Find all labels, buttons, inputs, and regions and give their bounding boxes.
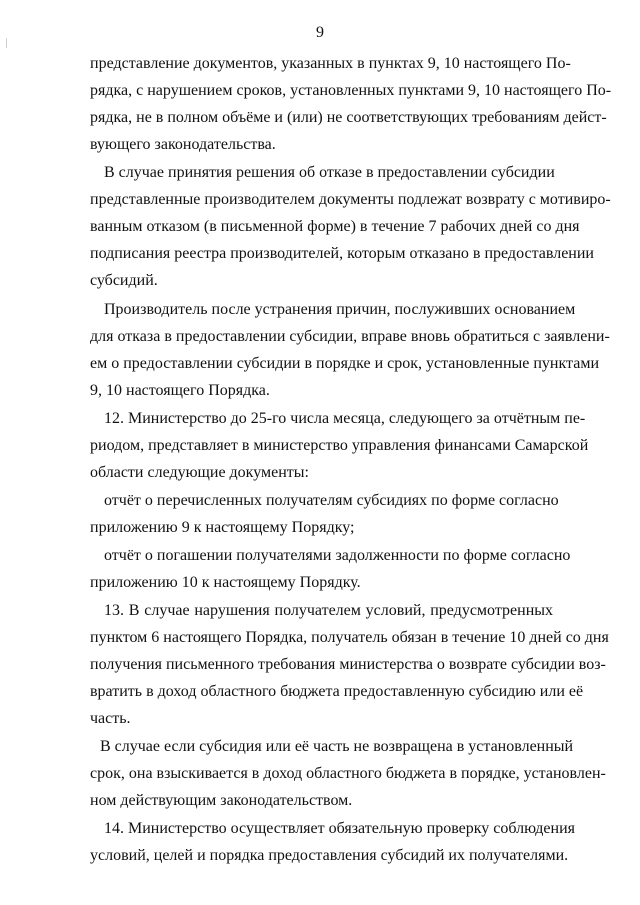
text-line: вующего законодательства. — [90, 136, 276, 153]
text-line: срок, она взыскивается в доход областного бюджета в порядке, установлен- — [90, 765, 606, 782]
text-line: 12. Министерство до 25-го числа месяца, следующего за отчётным пе- — [104, 410, 586, 427]
text-line: субсидий. — [90, 272, 158, 289]
text-line: риодом, представляет в министерство управления финансами Самарской — [90, 437, 589, 454]
text-line: получения письменного требования министерства о возврате субсидии воз- — [90, 656, 606, 673]
text-line: 13. В случае нарушения получателем условий, предусмотренных — [104, 602, 553, 619]
text-line: ем о предоставлении субсидии в порядке и срок, установленные пунктами — [90, 355, 600, 372]
text-line: В случае принятия решения об отказе в предоставлении субсидии — [104, 164, 555, 181]
text-line: вратить в доход областного бюджета предоставленную субсидию или её — [90, 683, 584, 700]
text-line: ном действующим законодательством. — [90, 792, 353, 809]
text-line: приложению 9 к настоящему Порядку; — [90, 519, 355, 536]
text-line: условий, целей и порядка предоставления субсидий их получателями. — [90, 847, 569, 864]
text-line: представленные производителем документы подлежат возврату с мотивиро- — [90, 191, 611, 208]
text-line: Производитель после устранения причин, послуживших основанием — [104, 301, 576, 318]
text-line: области следующие документы: — [90, 464, 309, 481]
text-line: пунктом 6 настоящего Порядка, получатель обязан в течение 10 дней со дня — [90, 629, 609, 646]
text-line: представление документов, указанных в пунктах 9, 10 настоящего По- — [90, 55, 571, 72]
text-line: В случае если субсидия или её часть не возвращена в установленный — [100, 738, 574, 755]
text-line: для отказа в предоставлении субсидии, вправе вновь обратиться с заявлени- — [90, 328, 610, 345]
text-line: рядка, не в полном объёме и (или) не соответствующих требованиям дейст- — [90, 109, 607, 126]
text-line: 14. Министерство осуществляет обязательную проверку соблюдения — [104, 820, 575, 837]
text-line: рядка, с нарушением сроков, установленных пунктами 9, 10 настоящего По- — [90, 82, 612, 99]
text-line: часть. — [90, 710, 131, 727]
text-line: приложению 10 к настоящему Порядку. — [90, 574, 361, 591]
text-line: ванным отказом (в письменной форме) в течение 7 рабочих дней со дня — [90, 218, 580, 235]
text-line: отчёт о погашении получателями задолженности по форме согласно — [104, 547, 571, 564]
text-line: 9, 10 настоящего Порядка. — [90, 382, 270, 399]
text-line: отчёт о перечисленных получателям субсидиях по форме согласно — [104, 492, 559, 509]
page-number: 9 — [316, 24, 324, 41]
text-line: подписания реестра производителей, которым отказано в предоставлении — [90, 245, 594, 262]
